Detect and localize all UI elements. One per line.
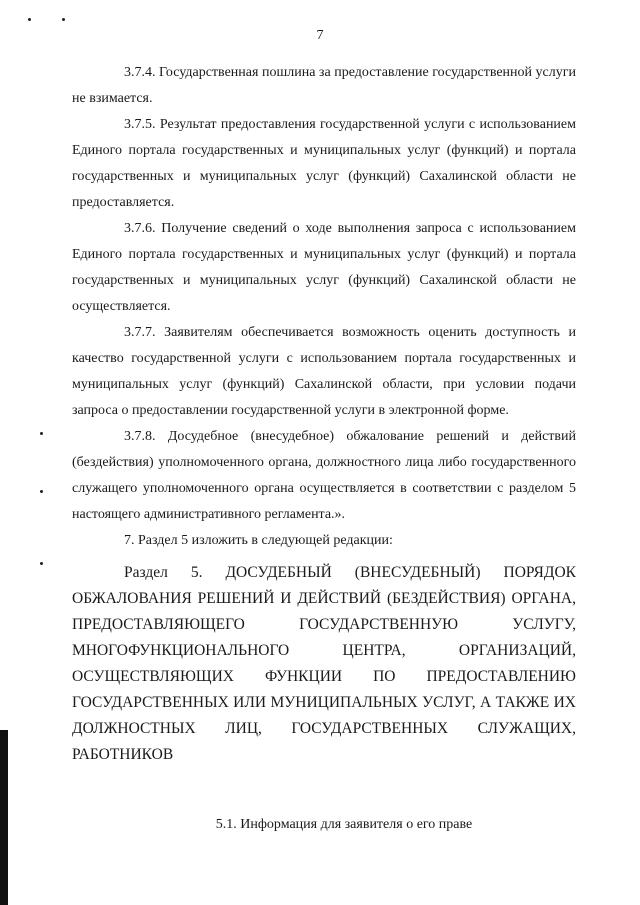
scan-edge-shadow xyxy=(0,730,8,905)
section-5-heading: Раздел 5. ДОСУДЕБНЫЙ (ВНЕСУДЕБНЫЙ) ПОРЯДОК ОБЖАЛОВАНИЯ РЕШЕНИЙ И ДЕЙСТВИЙ (БЕЗДЕЙСТВИЯ) ОРГАНА, ПРЕДОСТАВЛЯЮЩЕГО ГОСУДАРСТВЕННУЮ УСЛУГУ, МНОГОФУНКЦИОНАЛЬНОГО ЦЕНТРА, ОРГАНИЗАЦИЙ, ОСУЩЕСТВЛЯЮЩИХ ФУНКЦИИ ПО ПРЕДОСТАВЛЕНИЮ ГОСУДАРСТВЕННЫХ ИЛИ МУНИЦИПАЛЬНЫХ УСЛУГ, А ТАКЖЕ ИХ ДОЛЖНОСТНЫХ ЛИЦ, ГОСУДАРСТВЕННЫХ СЛУЖАЩИХ, РАБОТНИКОВ xyxy=(72,564,576,763)
scan-speck xyxy=(40,432,43,435)
paragraph-3-7-7: 3.7.7. Заявителям обеспечивается возможность оценить доступность и качество государственной услуги с использованием портала государственных и муниципальных услуг (функций) Сахалинской области, при условии подачи запроса о предоставлении государственной услуги в электронной форме. xyxy=(72,325,576,418)
document-body xyxy=(72,60,576,838)
subsection-5-1-heading: 5.1. Информация для заявителя о его праве xyxy=(215,817,473,832)
paragraph-amendment-7: 7. Раздел 5 изложить в следующей редакции: xyxy=(124,533,393,548)
scan-speck xyxy=(40,490,43,493)
paragraph-3-7-8: 3.7.8. Досудебное (внесудебное) обжалование решений и действий (бездействия) уполномоченного органа, должностного лица либо государственного служащего уполномоченного органа осуществляется в соответствии с разделом 5 настоящего административного регламента.». xyxy=(72,429,576,522)
paragraph-3-7-5: 3.7.5. Результат предоставления государственной услуги с использованием Единого портала государственных и муниципальных услуг (функций) и портала государственных и муниципальных услуг (функций) Сахалинской области не предоставляется. xyxy=(72,117,576,210)
paragraph-3-7-6: 3.7.6. Получение сведений о ходе выполнения запроса с использованием Единого портала государственных и муниципальных услуг (функций) и портала государственных и муниципальных услуг (функций) Сахалинской области не осуществляется. xyxy=(72,221,576,314)
scan-speck xyxy=(62,18,65,21)
page-number: 7 xyxy=(316,28,324,43)
paragraph-3-7-4: 3.7.4. Государственная пошлина за предоставление государственной услуги не взимается. xyxy=(72,65,576,106)
scan-speck xyxy=(28,18,31,21)
scan-speck xyxy=(40,562,43,565)
